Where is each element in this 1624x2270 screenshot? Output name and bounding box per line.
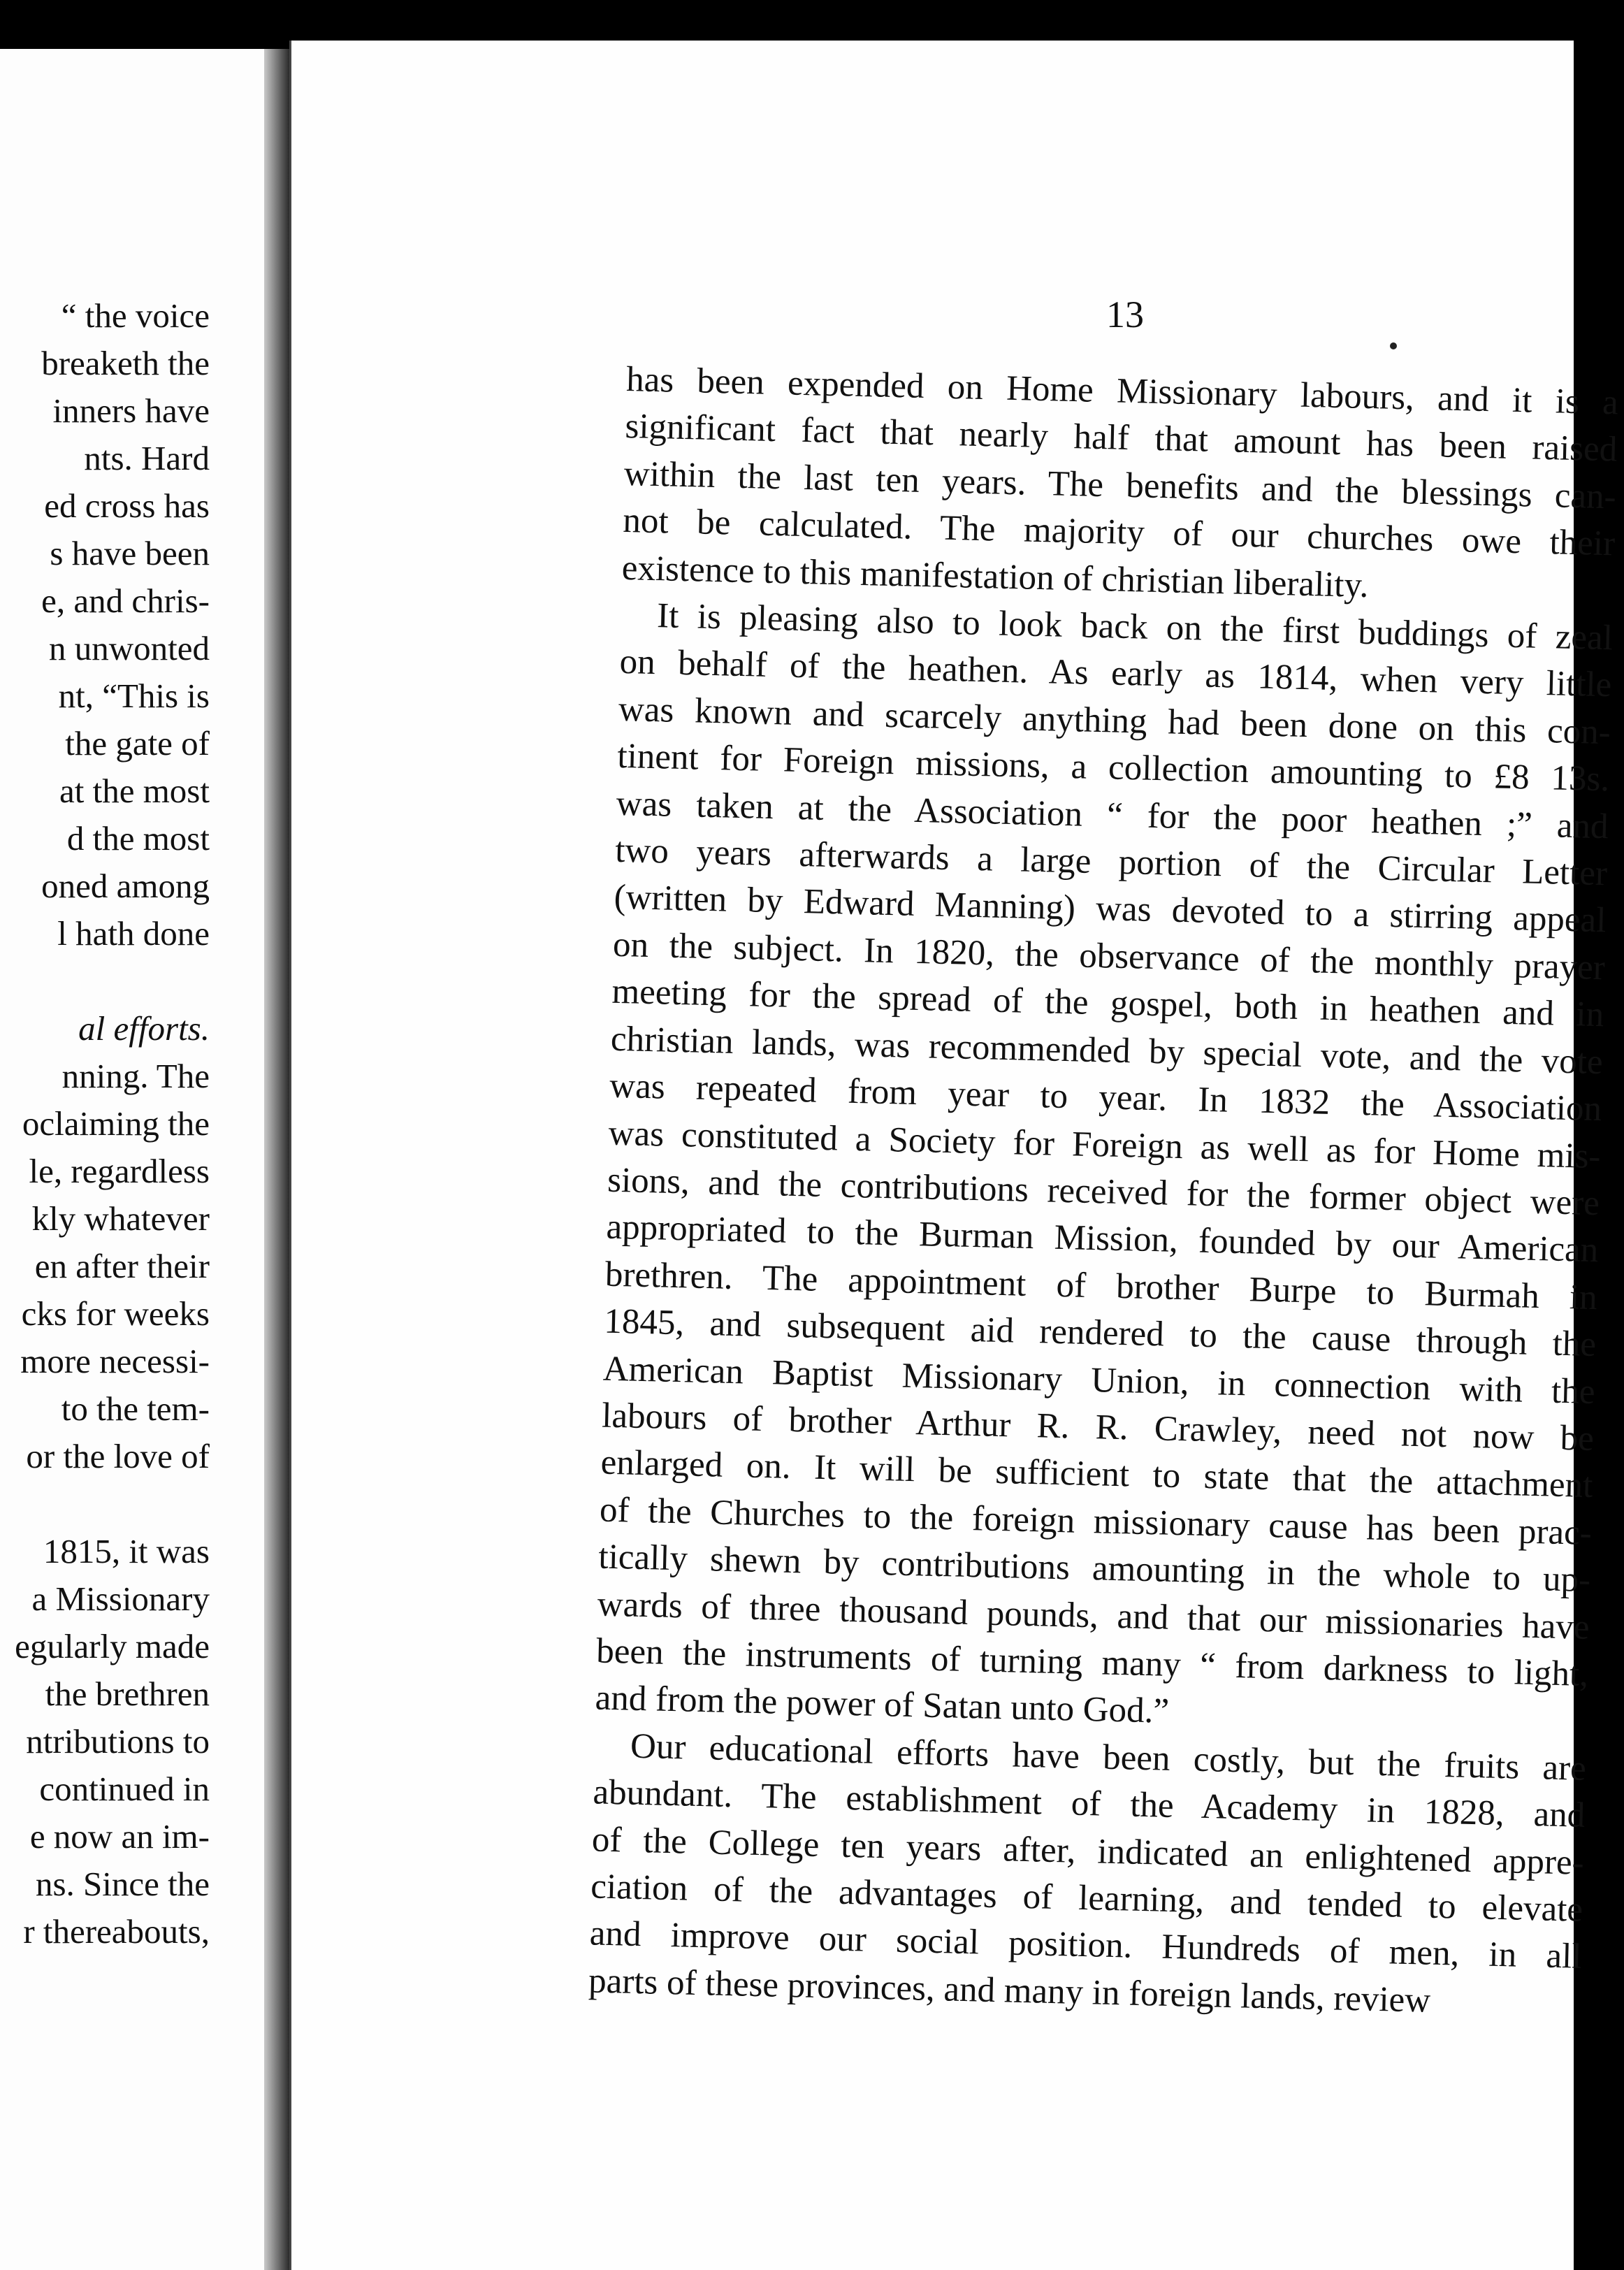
left-page-line: en after their <box>34 1247 210 1285</box>
text-line: Our educational efforts have been costly, but the fruits are <box>630 1726 1587 1788</box>
left-page-line: “ the voice <box>61 296 210 335</box>
left-page-line: inners have <box>52 391 210 430</box>
text-line: not be calculated. The majority of our churches owe their <box>622 501 1616 564</box>
left-page-line: oned among <box>41 867 210 905</box>
text-line: significant fact that nearly half that amount has been raised <box>624 407 1618 470</box>
text-line: christian lands, was recommended by special vote, and the vote <box>610 1019 1604 1082</box>
book-gutter <box>264 49 289 2270</box>
text-line: appropriated to the Burman Mission, founded by our American <box>605 1207 1599 1271</box>
left-page-line: ntributions to <box>26 1722 210 1761</box>
left-page-line: e now an im- <box>29 1817 210 1856</box>
text-line: tinent for Foreign missions, a collection amounting to £8 13s. <box>616 737 1610 800</box>
left-page-line: to the tem- <box>61 1389 210 1428</box>
left-page-line: at the most <box>59 772 210 810</box>
left-page-line: continued in <box>39 1770 210 1808</box>
left-page-line: breaketh the <box>41 344 210 382</box>
paragraph-foreign-missions <box>595 592 1614 1746</box>
left-page-line: s have been <box>50 534 210 572</box>
text-line: has been expended on Home Missionary labours, and it is a <box>625 359 1619 423</box>
paragraph-home-missions <box>621 356 1619 615</box>
text-line: 1845, and subsequent aid rendered to the cause through the <box>603 1301 1597 1365</box>
text-line: of the College ten years after, indicated an enlightened appre- <box>591 1820 1585 1883</box>
left-page-line: nt, “This is <box>58 677 210 715</box>
text-line: of the Churches to the foreign missionary cause has been prac- <box>599 1490 1593 1553</box>
text-line: sions, and the contributions received for the former object were <box>607 1160 1600 1224</box>
left-page-line: al efforts. <box>78 1009 210 1048</box>
page-number: 13 <box>1106 294 1144 335</box>
left-page-line: more necessi- <box>20 1342 210 1380</box>
text-line: (written by Edward Manning) was devoted to a stirring appeal <box>614 878 1607 941</box>
right-page <box>289 41 1619 2270</box>
left-page-line: oclaiming the <box>22 1104 210 1143</box>
left-page-line: the brethren <box>45 1675 210 1713</box>
left-page-line: l hath done <box>57 914 210 953</box>
text-line: parts of these provinces, and many in foreign lands, review <box>588 1961 1431 2020</box>
text-line: within the last ten years. The benefits and the blessings can- <box>623 454 1617 517</box>
text-line: on behalf of the heathen. As early as 1814, when very little <box>619 642 1612 705</box>
text-line: existence to this manifestation of christian liberality. <box>621 548 1370 605</box>
body-text <box>588 356 1618 2028</box>
text-line: It is pleasing also to look back on the first buddings of zeal <box>656 596 1614 658</box>
text-line: brethren. The appointment of brother Burpe to Burmah in <box>604 1255 1598 1317</box>
left-page-line: le, regardless <box>29 1152 210 1190</box>
left-page-line: a Missionary <box>31 1579 210 1618</box>
left-page-line: the gate of <box>65 724 210 762</box>
left-page-line: d the most <box>66 819 210 858</box>
left-page-line: egularly made <box>15 1627 210 1665</box>
left-page <box>0 49 264 2270</box>
text-line: and improve our social position. Hundreds of men, in all <box>589 1914 1583 1977</box>
text-line: American Baptist Missionary Union, in connection with the <box>602 1349 1596 1412</box>
text-line: labours of brother Arthur R. R. Crawley, need not now be <box>601 1396 1595 1459</box>
left-page-line: nts. Hard <box>84 439 210 477</box>
text-line: was repeated from year to year. In 1832 the Association <box>609 1066 1602 1129</box>
text-line: ciation of the advantages of learning, and tended to elevate <box>590 1867 1583 1930</box>
left-page-line: n unwonted <box>49 629 210 667</box>
left-page-line: kly whatever <box>31 1199 210 1238</box>
text-line: on the subject. In 1820, the observance of the monthly prayer <box>612 925 1606 988</box>
left-page-line: cks for weeks <box>21 1294 210 1333</box>
left-page-line: ns. Since the <box>35 1865 210 1903</box>
text-line: been the instruments of turning many “ from darkness to light, <box>595 1631 1589 1694</box>
text-line: was constituted a Society for Foreign as well as for Home mis- <box>608 1113 1602 1176</box>
text-line: and from the power of Satan unto God.” <box>595 1678 1170 1732</box>
left-page-line: ed cross has <box>44 486 210 525</box>
left-page-line: nning. The <box>61 1057 210 1095</box>
text-line: wards of three thousand pounds, and that our missionaries have <box>597 1584 1590 1647</box>
left-page-line: 1815, it was <box>43 1532 210 1570</box>
text-line: meeting for the spread of the gospel, both in heathen and in <box>611 972 1604 1035</box>
text-line: was known and scarcely anything had been done on this con- <box>618 689 1611 753</box>
paragraph-educational-efforts <box>588 1722 1586 2028</box>
text-line: was taken at the Association “ for the poor heathen ;” and <box>616 783 1609 846</box>
text-line: tically shewn by contributions amounting in the whole to up- <box>597 1537 1591 1600</box>
text-line: enlarged on. It will be sufficient to state that the attachment <box>600 1443 1593 1506</box>
text-line: two years afterwards a large portion of the Circular Letter <box>614 830 1608 894</box>
text-line: abundant. The establishment of the Academy in 1828, and <box>592 1772 1586 1836</box>
left-page-line: r thereabouts, <box>23 1912 210 1951</box>
left-page-line: e, and chris- <box>41 581 210 620</box>
left-page-line: or the love of <box>26 1437 210 1475</box>
ink-speck <box>1390 342 1397 349</box>
